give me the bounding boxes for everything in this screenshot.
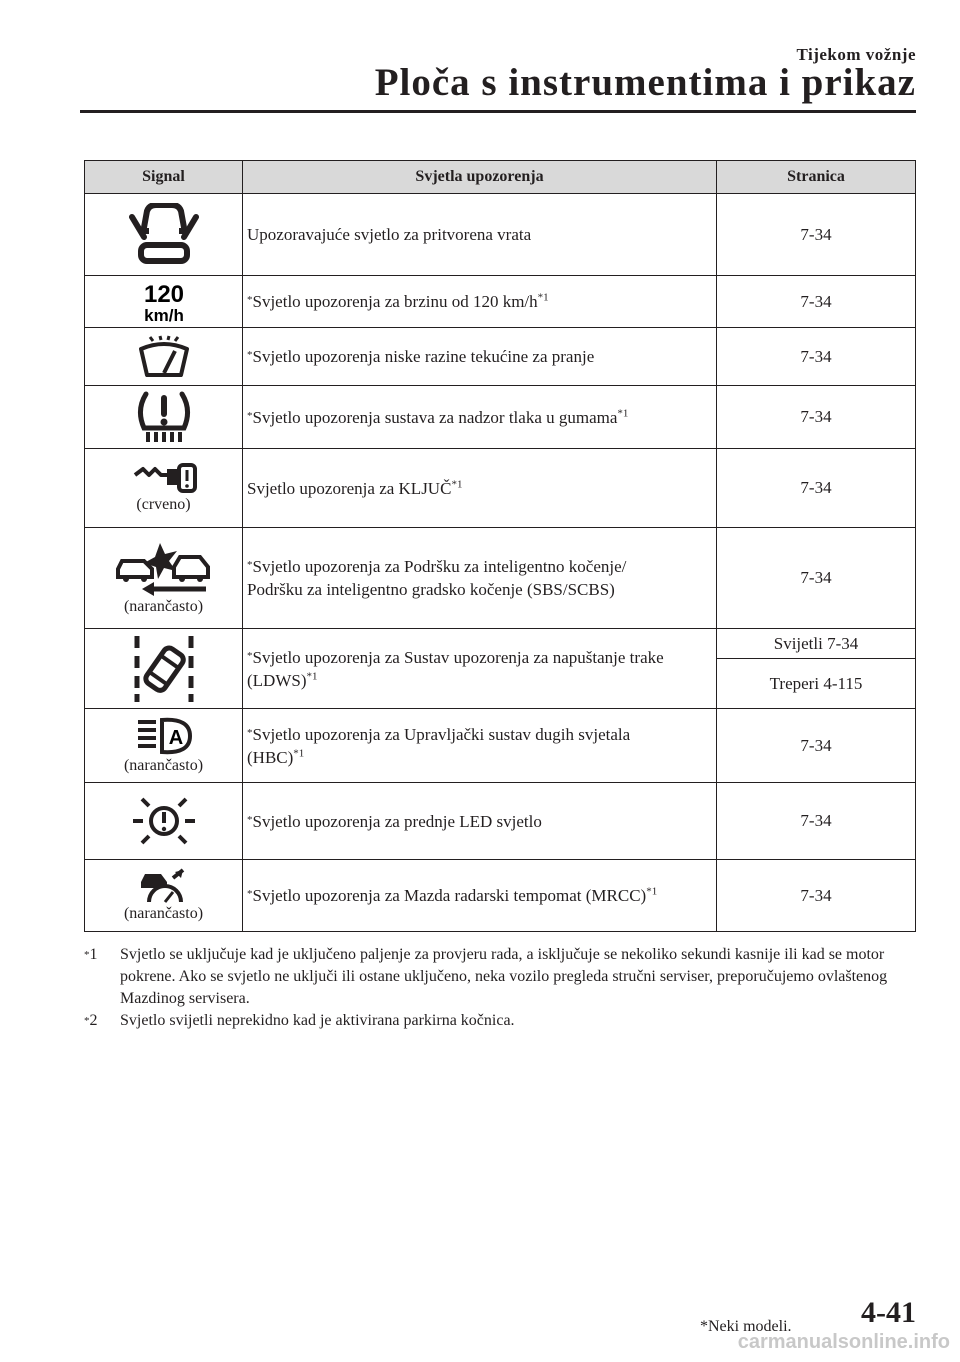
row-text: Svjetlo upozorenja za KLJUČ [247,478,452,498]
description-cell [243,528,717,629]
warning-lights-table [84,160,916,932]
model-star: * [247,559,253,571]
row-text: Svjetlo upozorenja za prednje LED svjetlo [252,811,542,831]
page-cell: 7-34 [717,328,916,386]
model-star: * [247,349,253,361]
table-row [85,528,916,629]
footnote [84,944,915,1010]
header-signal: Signal [85,161,243,194]
model-star: * [247,726,253,739]
page-cell: 7-34 [717,194,916,276]
washer-fluid-icon [137,335,191,379]
page-cell: 7-34 [717,709,916,783]
speed-120-icon-unit: km/h [143,305,184,323]
row-text: Svjetlo upozorenja za Mazda radarski tempomat (MRCC) [252,886,647,905]
footnote-mark: *2 [84,1012,98,1029]
row-text-line-2: (HBC) [247,747,294,767]
signal-cell [85,194,243,276]
high-beam-control-icon [134,716,194,756]
signal-cell [85,276,243,328]
table-row [85,328,916,386]
description-cell [243,386,717,449]
signal-cell [85,860,243,932]
header-rule [80,110,916,113]
row-text: Svjetlo upozorenja za brzinu od 120 km/h [252,292,538,311]
description-cell [243,783,717,860]
table-header-row [85,161,916,194]
page-cell: 7-34 [717,528,916,629]
color-note: (crveno) [136,495,191,513]
radar-cruise-icon [137,868,191,904]
color-note: (narančasto) [123,757,204,774]
description-cell [243,328,717,386]
table-row [85,629,916,659]
footnote-mark: *1 [84,946,98,963]
hbc-letter: A [168,727,183,749]
section-title: Tijekom vožnje [796,45,916,64]
signal-cell [85,709,243,783]
table-row [85,709,916,783]
page-header [80,40,916,112]
signal-cell [85,783,243,860]
footnote-ref: *1 [293,746,305,759]
footnote-ref: *1 [617,406,629,419]
row-text-line-2: Podršku za inteligentno gradsko kočenje (SBS/SCBS) [247,580,615,599]
signal-cell [85,528,243,629]
speed-120-icon [132,281,196,323]
model-star: * [247,888,253,900]
model-star: * [247,409,253,422]
footnote-ref: *1 [646,885,658,898]
watermark: carmanualsonline.info [737,1331,950,1353]
table-row [85,276,916,328]
header-light: Svjetla upozorenja [243,161,717,194]
footnote-text: Svjetlo svijetli neprekidno kad je aktivirana parkirna kočnica. [120,1012,515,1029]
footnotes [84,944,915,1032]
page-number: 4-41 [861,1296,916,1329]
footnote-ref: *1 [306,669,318,682]
speed-120-icon-number: 120 [143,280,184,308]
footnote-ref: *1 [451,477,463,490]
page-cell: 7-34 [717,783,916,860]
row-text: Upozoravajuće svjetlo za pritvorena vrata [247,225,532,244]
description-cell [243,709,717,783]
footnote-text: Svjetlo se uključuje kad je uključeno paljenje za provjeru rada, a isključuje se nekoliko sekundi kasnije ili kad se motor pokrene. Ako se svjetlo ne uključi ili ostane uključeno, neka vozilo pregleda stručni serviser, preporučujemo ovlaštenog Mazdinog servisera. [120,946,888,1007]
page-cell-on: Svijetli 7-34 [717,629,916,659]
led-headlight-icon [129,793,199,849]
signal-cell [85,386,243,449]
table-row [85,860,916,932]
models-note: *Neki modeli. [700,1318,792,1335]
chapter-title: Ploča s instrumentima i prikaz [374,61,916,104]
model-star: * [247,813,253,826]
table-row [85,449,916,528]
page-cell: 7-34 [717,276,916,328]
model-star: * [247,649,253,662]
model-star: * [247,294,253,306]
footnote-ref: *1 [537,291,549,304]
footnote [84,1010,915,1032]
row-text: Svjetlo upozorenja sustava za nadzor tlaka u gumama [252,407,618,427]
row-text: Svjetlo upozorenja za Sustav upozorenja za napuštanje trake [252,647,664,667]
signal-cell [85,629,243,709]
row-text: Svjetlo upozorenja niske razine tekućine za pranje [252,347,595,366]
description-cell [243,194,717,276]
color-note: (narančasto) [123,597,204,615]
page-cell: 7-34 [717,860,916,932]
table-row [85,386,916,449]
signal-cell [85,449,243,528]
row-text: Svjetlo upozorenja za Upravljački sustav dugih svjetala [252,724,631,744]
row-text: Svjetlo upozorenja za Podršku za inteligentno kočenje/ [252,557,627,576]
color-note: (narančasto) [123,905,204,922]
lane-departure-icon [129,634,199,704]
smart-brake-icon [114,541,214,597]
tire-pressure-icon [134,390,194,444]
page-cell: 7-34 [717,449,916,528]
description-cell [243,276,717,328]
table-row [85,783,916,860]
page-cell: 7-34 [717,386,916,449]
description-cell [243,449,717,528]
page-cell-flashing: Treperi 4-115 [717,659,916,709]
description-cell [243,860,717,932]
description-cell [243,629,717,709]
key-warning-icon [129,463,199,495]
row-text-line-2: (LDWS) [247,670,307,690]
signal-cell [85,328,243,386]
header-page: Stranica [717,161,916,194]
table-row [85,194,916,276]
door-ajar-icon [129,203,199,267]
